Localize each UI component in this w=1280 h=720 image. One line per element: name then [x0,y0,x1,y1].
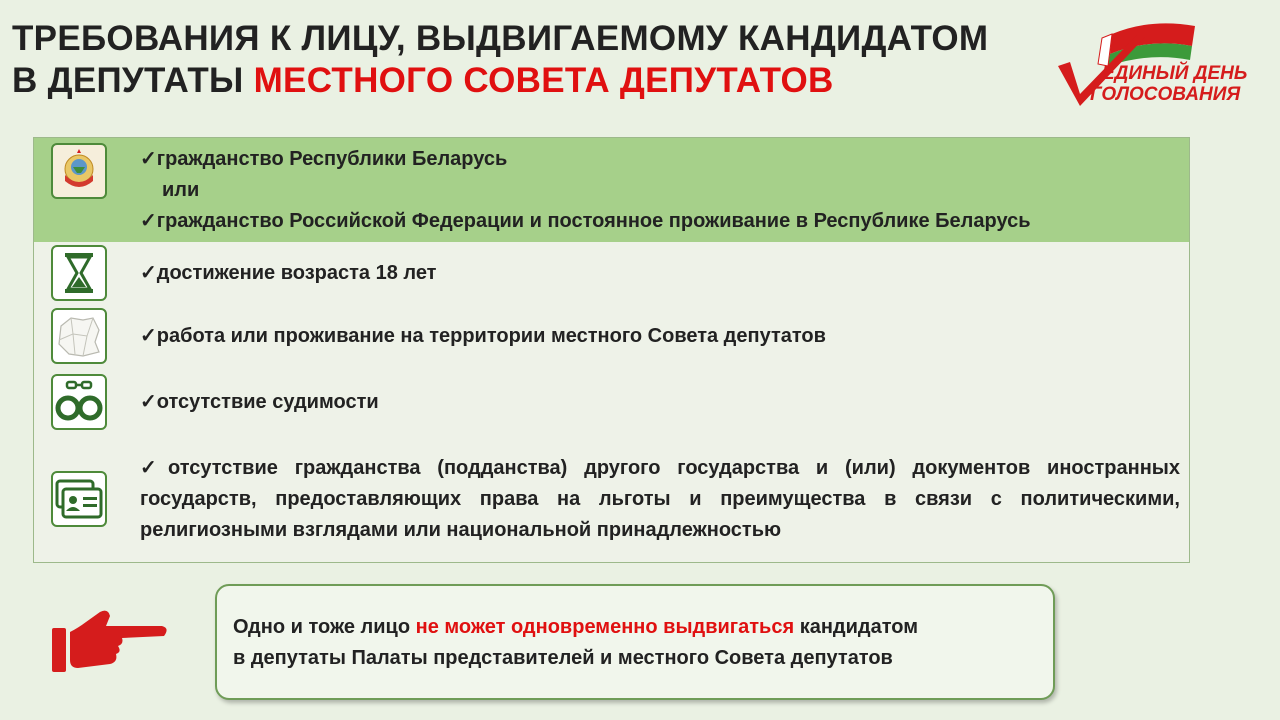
requirement-text-foreign-citizenship: ✓отсутствие гражданства (подданства) другого государства и (или) документов иностранных государств, предоставляющих права на льготы и преимущества в связи с политическими, религиозными взглядами или национальной принадлежностью [140,457,1180,541]
note-line-2: в депутаты Палаты представителей и местного Совета депутатов [233,647,893,669]
logo-line-2: ГОЛОСОВАНИЯ [1090,84,1241,105]
requirement-text-1: ✓гражданство Республики Беларусь [140,148,508,170]
hourglass-icon [51,245,107,301]
requirement-text-territory: ✓работа или проживание на территории местного Совета депутатов [140,325,826,347]
title-prefix: В ДЕПУТАТЫ [12,61,254,100]
requirement-row-age [33,242,1190,306]
note-text [233,612,918,674]
note-part-2: кандидатом [794,616,919,638]
election-day-logo [1050,16,1260,108]
requirement-text-or: или [162,179,200,201]
requirement-text-criminal-record: ✓отсутствие судимости [140,391,379,413]
note-highlight: не может одновременно выдвигаться [415,616,795,638]
requirement-text-2: ✓гражданство Российской Федерации и постоянное проживание в Республике Беларусь [140,210,1031,232]
logo-line-1: ЕДИНЫЙ ДЕНЬ [1102,63,1248,84]
title-line-1: ТРЕБОВАНИЯ К ЛИЦУ, ВЫДВИГАЕМОМУ КАНДИДАТОМ [12,19,989,58]
note-part-1: Одно и тоже лицо [233,616,416,638]
requirements-table [33,137,1190,563]
requirement-row-foreign-citizenship [33,437,1190,563]
handcuffs-icon [51,374,107,430]
title-line-2 [12,60,1072,102]
map-icon [51,308,107,364]
id-card-icon [51,471,107,527]
pointing-hand-icon [52,608,170,676]
requirement-row-territory [33,305,1190,369]
requirement-row-citizenship [33,137,1190,244]
requirement-text-age: ✓достижение возраста 18 лет [140,262,437,284]
page-title [12,18,1072,102]
emblem-icon [51,143,107,199]
requirement-row-criminal-record [33,368,1190,438]
note-box [215,584,1055,700]
title-highlight: МЕСТНОГО СОВЕТА ДЕПУТАТОВ [253,61,834,100]
